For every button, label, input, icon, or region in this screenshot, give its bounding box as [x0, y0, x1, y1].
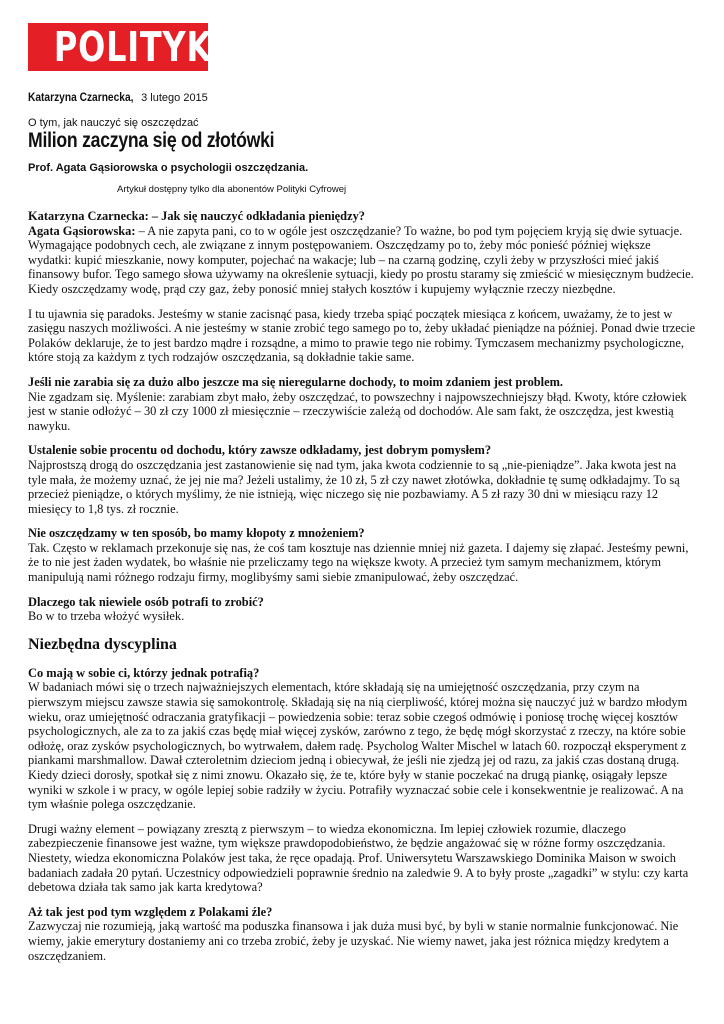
- subscriber-notice: Artykuł dostępny tylko dla abonentów Polityki Cyfrowej: [117, 184, 347, 195]
- interview-question-5: [28, 526, 696, 584]
- question-text: Aż tak jest pod tym względem z Polakami źle?: [28, 904, 273, 919]
- author-name: Katarzyna Czarnecka,: [28, 90, 134, 104]
- question-text: Jeśli nie zarabia się za dużo albo jeszcze ma się nieregularne dochody, to moim zdaniem jest problem.: [28, 374, 564, 389]
- question-text: Dlaczego tak niewiele osób potrafi to zrobić?: [28, 594, 264, 609]
- article-lead: O tym, jak nauczyć się oszczędzać: [28, 117, 199, 129]
- article-title: Milion zaczyna się od złotówki: [28, 129, 275, 152]
- interview-question-1: [28, 209, 696, 297]
- interview-question-9: [28, 905, 696, 963]
- interview-question-4: [28, 443, 696, 516]
- interview-question-3: [28, 375, 696, 433]
- question-text: Ustalenie sobie procentu od dochodu, który zawsze odkładamy, jest dobrym pomysłem?: [28, 443, 492, 458]
- answer-text: Nie zgadzam się. Myślenie: zarabiam zbyt mało, żeby oszczędzać, to powszechny i najpowszechniejszy błąd. Kwoty, które człowiek jest w stanie odłożyć – 30 zł czy 1000 zł miesięcznie – rzeczywiście zależą od dochodów. Ale sam fakt, że oszczędza, jest kwestią nawyku.: [28, 389, 687, 433]
- question-text: Katarzyna Czarnecka: – Jak się nauczyć odkładania pieniędzy?: [28, 209, 365, 223]
- logo-text: POLITYKA: [53, 23, 238, 71]
- article-body: [28, 209, 696, 973]
- answer-text: W badaniach mówi się o trzech najważniejszych elementach, które składają się na umiejętność oszczędzania, przy czym na pierwszym miejscu zawsze stawia się samokontrolę. Składają się na nią cierpliwość, której można się nauczyć już w bardzo młodym wieku, oraz umiejętność odraczania gratyfikacji – powiedzenia sobie: teraz sobie czegoś odmówię i poniosę trochę więcej kosztów psychologicznych, ale za to za jakiś czas będę miał więcej zysków, zarówno z tego, że będę mógł skorzystać z rzeczy, na które sobie odłożę, oraz zysków psychologicznych, bo wytrwałem, dałem radę. Psycholog Walter Mischel w latach 60. rozpoczął eksperyment z piankami marshmallow. Dawał czteroletnim dzieciom jedną i obiecywał, że jeśli nie zjedzą jej od razu, za jakiś czas dostaną drugą. Kiedy dzieci dorosły, spotkał się z nimi znowu. Okazało się, że te, które były w stanie poczekać na drugą piankę, osiągały lepsze wyniki w szkole i w pracy, w ogóle lepiej sobie radziły w życiu. Potrafiły wyznaczać sobie cele i konsekwentnie je realizować. A na tym właśnie polega oszczędzanie.: [28, 680, 688, 812]
- answer-text: Tak. Często w reklamach przekonuje się nas, że coś tam kosztuje nas dziennie mniej niż gazeta. I dajemy się złapać. Jesteśmy pewni, że to nie jest żaden wydatek, bo właśnie nie przeliczamy tego na większe kwoty. A przecież tym samym mechanizmem, którym manipulują nami różnego rodzaju firmy, moglibyśmy sami siebie zmanipulować, żeby oszczędzać.: [28, 540, 689, 585]
- paragraph: Drugi ważny element – powiązany zresztą z pierwszym – to wiedza ekonomiczna. Im lepiej człowiek rozumie, dlaczego zabezpieczenie finansowe jest ważne, tym większe prawdopodobieństwo, że będzie angażować się w różne formy oszczędzania. Niestety, wiedza ekonomiczna Polaków jest taka, że ręce opadają. Prof. Uniwersytetu Warszawskiego Dominika Maison w swoich badaniach zadała 20 pytań. Uczestnicy odpowiedzieli poprawnie średnio na zaledwie 9. A to były proste „zagadki” w stylu: czy karta debetowa działa tak samo jak karta kredytowa?: [28, 821, 689, 895]
- section-heading: Niezbędna dyscyplina: [28, 635, 177, 653]
- answer-text: – A nie zapyta pani, co to w ogóle jest oszczędzanie? To ważne, bo pod tym pojęciem kryją się dwie sytuacje. Wymagające podobnych cech, ale związane z innym postępowaniem. Oszczędzamy po to, żeby móc ponieść później większe wydatki: kupić mieszkanie, nowy komputer, pojechać na wakacje; lub – na czarną godzinę, czyli żeby w przyszłości mieć jakiś finansowy bufor. Tego samego słowa używamy na określenie sytuacji, kiedy po prostu staramy się zmieścić w miesięcznym budżecie. Kiedy oszczędzamy wodę, prąd czy gaz, żeby ponosić mniej stałych kosztów i kupujemy wyłącznie rzeczy niezbędne.: [28, 223, 694, 296]
- question-text: Nie oszczędzamy w ten sposób, bo mamy kłopoty z mnożeniem?: [28, 526, 365, 541]
- question-text: Co mają w sobie ci, którzy jednak potrafią?: [28, 665, 260, 680]
- byline: [28, 90, 208, 104]
- interview-question-7: [28, 666, 696, 812]
- article-subtitle: Prof. Agata Gąsiorowska o psychologii oszczędzania.: [28, 162, 309, 174]
- answer-text: Najprostszą drogą do oszczędzania jest zastanowienie się nad tym, jaka kwota codziennie to są „nie-pieniądze”. Jaka kwota jest na tyle mała, że możemy uznać, że jej nie ma? Jeżeli ustalimy, że 10 zł, 5 zł czy nawet złotówka, dokładnie tę sumę odkładajmy. To są przecież pieniądze, o których myślimy, że nie istnieją, więc niczego się nie pozbawiamy. A 5 zł razy 30 dni w miesiącu razy 12 miesięcy to 1,8 tys. zł rocznie.: [28, 457, 680, 516]
- interview-question-6: [28, 595, 696, 624]
- publish-date: 3 lutego 2015: [141, 92, 208, 104]
- paragraph: I tu ujawnia się paradoks. Jesteśmy w stanie zacisnąć pasa, kiedy trzeba spiąć początek miesiąca z końcem, uważamy, że to jest w zasięgu naszych możliwości. A nie jesteśmy w stanie zrobić tego samego po to, żeby układać pieniądze na później. Ponad dwie trzecie Polaków deklaruje, że to jest bardzo mądre i rozsądne, a mimo to prawie tego nie robimy. Tymczasem mechanizmy psychologiczne, które stoją za każdym z tych rodzajów oszczędzania, są dokładnie takie same.: [28, 306, 696, 365]
- speaker-name: Agata Gąsiorowska:: [28, 223, 136, 238]
- answer-text: Zazwyczaj nie rozumieją, jaką wartość ma poduszka finansowa i jak duża musi być, by byli w stanie normalnie funkcjonować. Nie wiemy, jakie emerytury dostaniemy ani co trzeba zrobić, żeby je uzyskać. Nie wiemy nawet, jaka jest różnica między kredytem a oszczędzaniem.: [28, 919, 679, 963]
- polityka-logo: [28, 23, 238, 71]
- answer-text: Bo w to trzeba włożyć wysiłek.: [28, 609, 185, 624]
